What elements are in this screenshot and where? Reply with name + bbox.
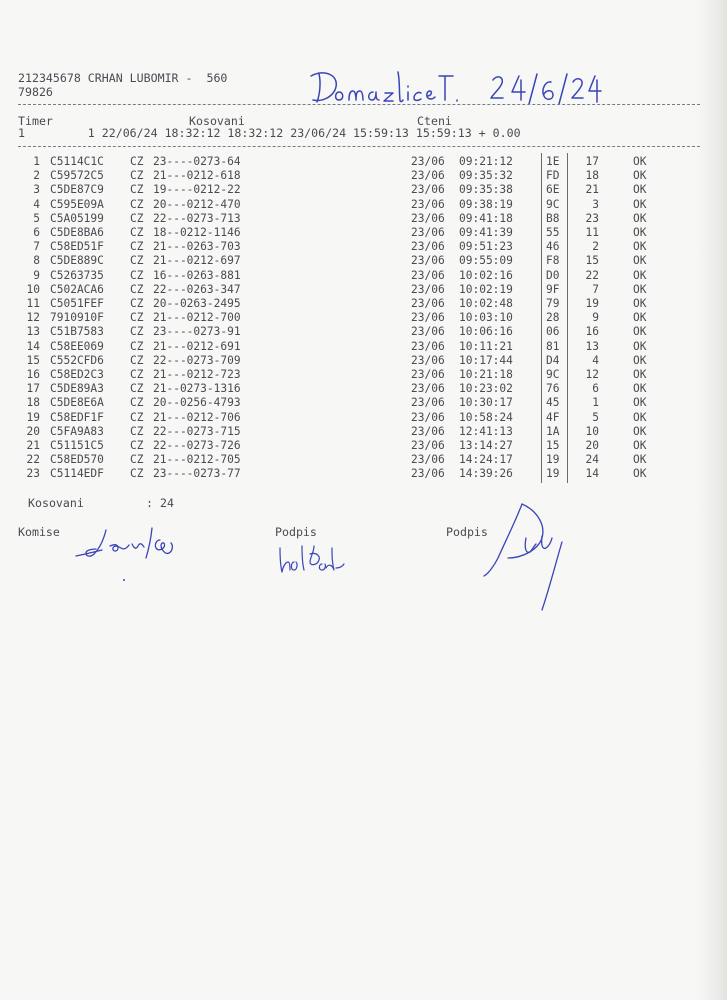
cteni-label: Cteni: [417, 114, 452, 128]
table-row: 7 C58ED51F CZ 21---0263-703 23/06 09:51:23 46 2 OK: [33, 240, 647, 254]
table-row: 11 C5051FEF CZ 20--0263-2495 23/06 10:02:48 79 19 OK: [26, 297, 647, 310]
header-line-2: 79826: [18, 85, 53, 99]
table-row: 16 C58ED2C3 CZ 21---0212-723 23/06 10:21:18 9C 12 OK: [26, 368, 647, 381]
table-row: 1 C5114C1C CZ 23----0273-64 23/06 09:21:12 1E 17 OK: [33, 155, 647, 168]
table-row: 6 C5DE8BA6 CZ 18--0212-1146 23/06 09:41:39 55 11 OK: [33, 226, 647, 239]
ink-dot: [123, 579, 125, 581]
kosovani-label: Kosovani: [189, 114, 245, 128]
table-row: 3 C5DE87C9 CZ 19----0212-22 23/06 09:35:38 6E 21 OK: [33, 183, 647, 197]
table-row: 18 C5DE8E6A CZ 20--0256-4793 23/06 10:30:17 45 1 OK: [26, 396, 647, 410]
podpis-2-signature: [478, 498, 578, 614]
komise-label: Komise: [18, 525, 60, 539]
table-row: 12 7910910F CZ 21---0212-700 23/06 10:03:10 28 9 OK: [26, 311, 647, 325]
page-edge-shadow: [697, 0, 727, 1000]
table-row: 17 C5DE89A3 CZ 21--0273-1316 23/06 10:23:02 76 6 OK: [26, 382, 647, 396]
table-row: 23 C5114EDF CZ 23----0273-77 23/06 14:39:26 19 14 OK: [26, 467, 647, 481]
table-row: 2 C59572C5 CZ 21---0212-618 23/06 09:35:32 FD 18 OK: [33, 169, 647, 183]
table-row: 20 C5FA9A83 CZ 22---0273-715 23/06 12:41:13 1A 10 OK: [26, 424, 647, 438]
table-row: 22 C58ED570 CZ 21---0212-705 23/06 14:24:17 19 24 OK: [26, 453, 647, 467]
komise-signature: [70, 522, 185, 564]
podpis-label-1: Podpis: [275, 525, 317, 539]
table-row: 5 C5A05199 CZ 22---0273-713 23/06 09:41:18 B8 23 OK: [33, 211, 647, 225]
handwritten-location-date: [305, 62, 605, 114]
kosovani-summary-label: Kosovani: [28, 496, 84, 510]
header-separator-top: [18, 104, 700, 105]
timer-label: Timer: [18, 114, 53, 128]
table-row: 9 C5263735 CZ 16---0263-881 23/06 10:02:16 D0 22 OK: [33, 268, 647, 282]
table-row: 10 C502ACA6 CZ 22---0263-347 23/06 10:02:19 9F 7 OK: [26, 282, 647, 296]
table-row: 4 C595E09A CZ 20---0212-470 23/06 09:38:19 9C 3 OK: [33, 197, 647, 211]
podpis-1-signature: [276, 542, 348, 576]
table-row: 19 C58EDF1F CZ 21---0212-706 23/06 10:58:24 4F 5 OK: [26, 410, 647, 424]
table-row: 14 C58EE069 CZ 21---0212-691 23/06 10:11:21 81 13 OK: [26, 339, 647, 353]
podpis-label-2: Podpis: [446, 525, 488, 539]
code-column-right-rule: [567, 153, 568, 483]
kosovani-summary-value: : 24: [146, 496, 174, 510]
table-row: 13 C51B7583 CZ 23----0273-91 23/06 10:06:16 06 16 OK: [26, 325, 647, 339]
header-line-1: 212345678 CRHAN LUBOMIR - 560: [18, 71, 228, 85]
table-row: 21 C51151C5 CZ 22---0273-726 23/06 13:14:27 15 20 OK: [26, 439, 647, 452]
code-column-left-rule: [541, 153, 542, 483]
table-row: 8 C5DE889C CZ 21---0212-697 23/06 09:55:09 F8 15 OK: [33, 254, 647, 268]
table-row: 15 C552CFD6 CZ 22---0273-709 23/06 10:17:44 D4 4 OK: [26, 353, 647, 367]
timer-values: 1 1 22/06/24 18:32:12 18:32:12 23/06/24 15:59:13 15:59:13 + 0.00: [18, 126, 521, 140]
header-separator-bottom: [18, 146, 700, 147]
